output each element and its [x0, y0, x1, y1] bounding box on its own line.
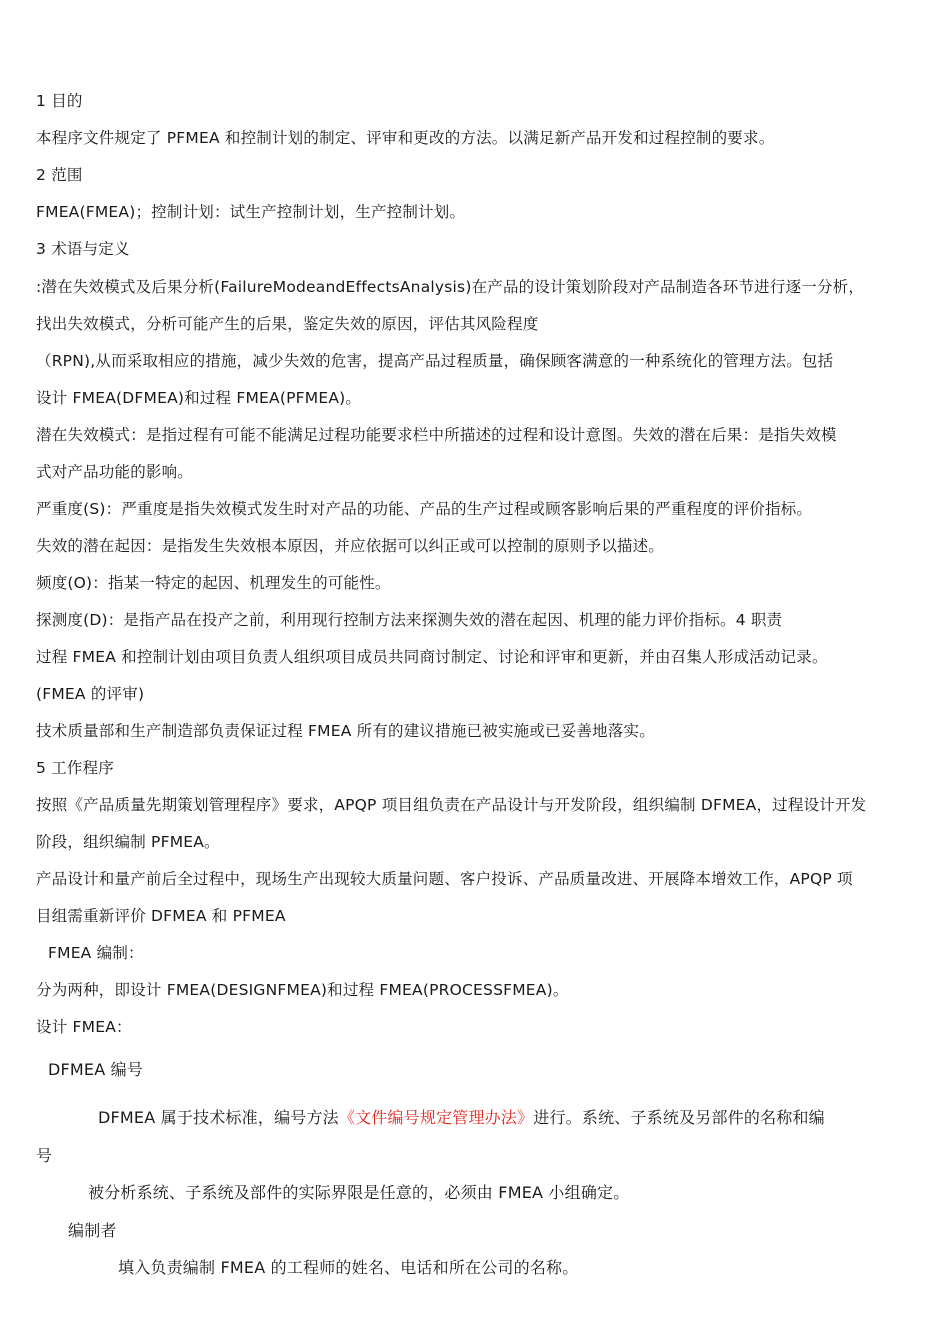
reevaluation-text-line-2: 目组需重新评价 DFMEA 和 PFMEA: [36, 907, 286, 925]
failure-mode-definition-line-2: 式对产品功能的影响。: [36, 463, 194, 481]
design-fmea-heading: 设计 FMEA：: [36, 1018, 132, 1036]
section-1-heading: 1 目的: [36, 92, 83, 110]
failure-mode-definition-line-1: 潜在失效模式：是指过程有可能不能满足过程功能要求栏中所描述的过程和设计意图。失效的潜在后果：是指失效模: [36, 426, 837, 444]
document-numbering-link[interactable]: 《文件编号规定管理办法》: [338, 1108, 534, 1127]
responsibility-text: 过程 FMEA 和控制计划由项目负责人组织项目成员共同商讨制定、讨论和评审和更新，并由召集人形成活动记录。: [36, 648, 828, 666]
section-5-heading: 5 工作程序: [36, 759, 114, 777]
section-2-heading: 2 范围: [36, 166, 83, 184]
compiler-text: 填入负责编制 FMEA 的工程师的姓名、电话和所在公司的名称。: [118, 1258, 579, 1277]
fmea-review-heading: (FMEA 的评审): [36, 685, 145, 703]
definition-fmea-line-4: 设计 FMEA(DFMEA)和过程 FMEA(PFMEA)。: [36, 389, 362, 407]
section-3-heading: 3 术语与定义: [36, 240, 130, 258]
review-responsibility-text: 技术质量部和生产制造部负责保证过程 FMEA 所有的建议措施已被实施或已妥善地落实。: [36, 722, 655, 740]
definition-fmea-line-1: :潜在失效模式及后果分析(FailureModeandEffectsAnalysis)在产品的设计策划阶段对产品制造各环节进行逐一分析，: [36, 278, 865, 296]
definition-fmea-line-3: （RPN),从而采取相应的措施，减少失效的危害，提高产品过程质量，确保顾客满意的一种系统化的管理方法。包括: [36, 352, 834, 370]
definition-fmea-line-2: 找出失效模式，分析可能产生的后果，鉴定失效的原因，评估其风险程度: [36, 315, 539, 333]
fmea-compilation-heading: FMEA 编制：: [48, 944, 144, 962]
dfmea-number-text: [98, 1108, 825, 1128]
procedure-text-line-1: 按照《产品质量先期策划管理程序》要求，APQP 项目组负责在产品设计与开发阶段，组织编制 DFMEA，过程设计开发: [36, 796, 867, 814]
scope-text: FMEA(FMEA)；控制计划：试生产控制计划，生产控制计划。: [36, 203, 466, 221]
cause-definition: 失效的潜在起因：是指发生失效根本原因，并应依据可以纠正或可以控制的原则予以描述。: [36, 537, 665, 555]
fmea-types-text: 分为两种，即设计 FMEA(DESIGNFMEA)和过程 FMEA(PROCESSFMEA)。: [36, 981, 569, 999]
dfmea-number-text-start: DFMEA 属于技术标准，编号方法: [98, 1108, 339, 1127]
procedure-text-line-2: 阶段，组织编制 PFMEA。: [36, 833, 220, 851]
purpose-text: 本程序文件规定了 PFMEA 和控制计划的制定、评审和更改的方法。以满足新产品开发和过程控制的要求。: [36, 129, 775, 147]
dfmea-number-text-wrap: 号: [36, 1146, 53, 1165]
occurrence-definition: 频度(O)：指某一特定的起因、机理发生的可能性。: [36, 574, 391, 592]
dfmea-number-text-end: 进行。系统、子系统及另部件的名称和编: [533, 1108, 825, 1127]
system-boundary-text: 被分析系统、子系统及部件的实际界限是任意的，必须由 FMEA 小组确定。: [88, 1183, 630, 1202]
compiler-heading: 编制者: [68, 1221, 117, 1240]
dfmea-number-heading: DFMEA 编号: [48, 1060, 144, 1079]
reevaluation-text-line-1: 产品设计和量产前后全过程中，现场生产出现较大质量问题、客户投诉、产品质量改进、开展降本增效工作，APQP 项: [36, 870, 853, 888]
detection-definition: 探测度(D)：是指产品在投产之前，利用现行控制方法来探测失效的潜在起因、机理的能力评价指标。4 职责: [36, 611, 783, 629]
severity-definition: 严重度(S)：严重度是指失效模式发生时对产品的功能、产品的生产过程或顾客影响后果的严重程度的评价指标。: [36, 500, 813, 518]
